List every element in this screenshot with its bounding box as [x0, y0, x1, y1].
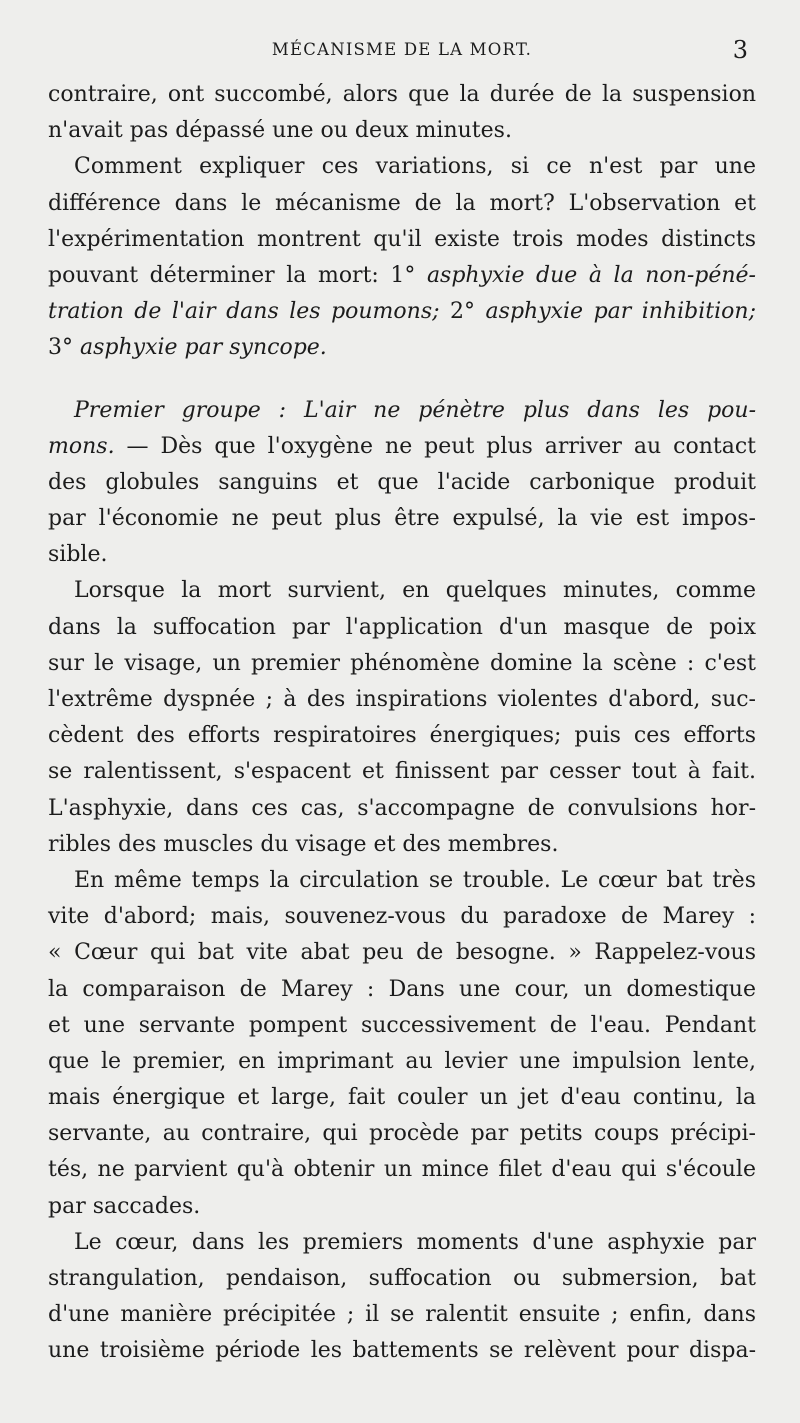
text-run: d'une manière précipitée ; il se ralentit ensuite ; enfin, dans	[48, 1302, 756, 1328]
paragraph	[48, 863, 756, 1225]
text-run: la comparaison de Marey : Dans une cour, un domestique	[48, 976, 756, 1002]
italic-text: tration de l'air dans les poumons;	[48, 299, 440, 325]
body-text	[48, 77, 756, 1370]
text-line	[48, 972, 756, 1008]
italic-text: Premier groupe : L'air ne pénètre plus dans les pou-	[74, 397, 756, 423]
text-line	[48, 1008, 756, 1044]
text-run: vite d'abord; mais, souvenez-vous du paradoxe de Marey :	[48, 904, 756, 930]
text-line	[48, 393, 756, 429]
text-run: différence dans le mécanisme de la mort? L'observation et	[48, 190, 756, 216]
text-line	[48, 646, 756, 682]
text-run: par saccades.	[48, 1193, 201, 1219]
text-line	[48, 1297, 756, 1333]
text-line	[48, 1225, 756, 1261]
text-run: n'avait pas dépassé une ou deux minutes.	[48, 118, 512, 144]
text-line	[48, 186, 756, 222]
page-header	[48, 36, 756, 66]
text-run: par l'économie ne peut plus être expulsé, la vie est impos-	[48, 506, 756, 532]
text-line	[48, 863, 756, 899]
text-run: contraire, ont succombé, alors que la durée de la suspension	[48, 82, 756, 107]
text-run: 3°	[48, 335, 80, 361]
text-run: des globules sanguins et que l'acide carbonique produit	[48, 469, 756, 495]
text-line	[48, 1152, 756, 1188]
text-run: sur le visage, un premier phénomène domine la scène : c'est	[48, 650, 756, 676]
paragraph	[48, 393, 756, 574]
text-line	[48, 77, 756, 113]
running-title: MÉCANISME DE LA MORT.	[271, 40, 533, 59]
text-line	[48, 113, 756, 149]
text-line	[48, 222, 756, 258]
text-line	[48, 1189, 756, 1225]
text-run: 2°	[439, 299, 486, 325]
text-run: sible.	[48, 542, 108, 568]
text-run: servante, au contraire, qui procède par petits coups précipi-	[48, 1121, 756, 1147]
text-run: mais énergique et large, fait couler un jet d'eau continu, la	[48, 1085, 756, 1111]
text-run: l'extrême dyspnée ; à des inspirations violentes d'abord, suc-	[48, 687, 756, 712]
text-line	[48, 754, 756, 790]
text-run: Comment expliquer ces variations, si ce n'est par une	[74, 154, 756, 180]
text-line	[48, 465, 756, 501]
page-number: 3	[732, 36, 748, 64]
text-run: L'asphyxie, dans ces cas, s'accompagne de convulsions hor-	[48, 795, 756, 821]
paragraph	[48, 77, 756, 149]
text-run: ribles des muscles du visage et des membres.	[48, 831, 559, 857]
text-line	[48, 1044, 756, 1080]
text-line	[48, 1333, 756, 1369]
text-run: — Dès que l'oxygène ne peut plus arriver au contact	[114, 433, 756, 459]
text-line	[48, 258, 756, 294]
text-line	[48, 149, 756, 185]
text-line	[48, 718, 756, 754]
paragraph	[48, 149, 756, 366]
text-line	[48, 294, 756, 330]
text-run: cèdent des efforts respiratoires énergiques; puis ces efforts	[48, 723, 756, 749]
text-line	[48, 1261, 756, 1297]
text-run: strangulation, pendaison, suffocation ou submersion, bat	[48, 1266, 756, 1291]
text-line	[48, 1116, 756, 1152]
text-run: tés, ne parvient qu'à obtenir un mince filet d'eau qui s'écoule	[48, 1157, 756, 1183]
text-line	[48, 827, 756, 863]
text-line	[48, 791, 756, 827]
text-run: se ralentissent, s'espacent et finissent par cesser tout à fait.	[48, 759, 756, 785]
text-line	[48, 537, 756, 573]
text-line	[48, 899, 756, 935]
text-run: dans la suffocation par l'application d'un masque de poix	[48, 614, 756, 640]
text-run: une troisième période les battements se relèvent pour dispa-	[48, 1338, 756, 1364]
text-run: Le cœur, dans les premiers moments d'une asphyxie par	[74, 1229, 756, 1255]
text-line	[48, 935, 756, 971]
text-line	[48, 501, 756, 537]
italic-text: asphyxie par inhibition;	[485, 299, 757, 325]
italic-text: mons.	[48, 433, 115, 459]
text-run: et une servante pompent successivement de l'eau. Pendant	[48, 1012, 756, 1038]
text-line	[48, 682, 756, 718]
paragraph	[48, 573, 756, 863]
text-line	[48, 610, 756, 646]
section-gap	[48, 367, 756, 393]
text-line	[48, 573, 756, 609]
text-run: pouvant déterminer la mort: 1°	[48, 262, 427, 288]
text-run: l'expérimentation montrent qu'il existe trois modes distincts	[48, 226, 756, 252]
italic-text: asphyxie due à la non-péné-	[426, 262, 756, 288]
text-run: Lorsque la mort survient, en quelques minutes, comme	[74, 578, 756, 604]
italic-text: asphyxie par syncope.	[80, 335, 327, 361]
text-line	[48, 1080, 756, 1116]
text-run: En même temps la circulation se trouble. Le cœur bat très	[74, 867, 756, 893]
text-run: que le premier, en imprimant au levier une impulsion lente,	[48, 1048, 756, 1074]
text-run: « Cœur qui bat vite abat peu de besogne. » Rappelez-vous	[48, 940, 756, 966]
paragraph	[48, 1225, 756, 1370]
text-line	[48, 429, 756, 465]
text-line	[48, 330, 756, 366]
